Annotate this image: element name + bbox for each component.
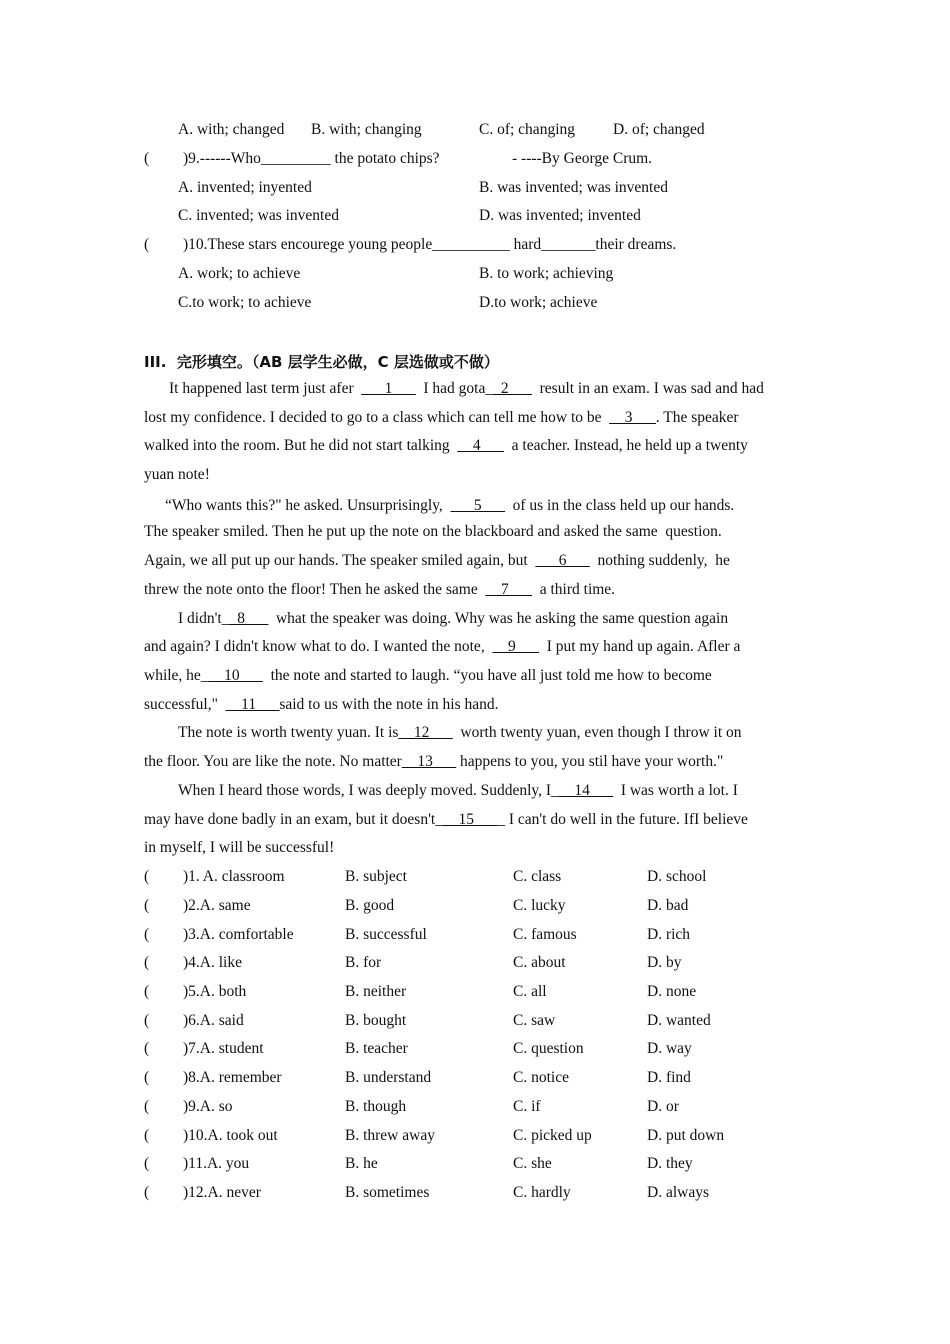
passage-text: of us in the class held up our hands.	[504, 497, 735, 514]
passage-blank: _2___	[493, 380, 532, 397]
passage-line	[144, 810, 748, 830]
q9-text: the potato chips?	[330, 150, 440, 167]
passage-text: result in an exam. I was sad and had	[531, 380, 764, 397]
passage-text: yuan note!	[144, 466, 210, 483]
option-b: B. sometimes	[345, 1184, 430, 1201]
option-d: D. rich	[647, 926, 691, 943]
passage-line	[178, 723, 742, 743]
option-b: B. good	[345, 897, 395, 914]
passage-text: _ I can't do well in the future. IfI believe	[497, 811, 748, 828]
option-b: B. successful	[345, 926, 427, 943]
passage-blank: __13___	[401, 753, 457, 770]
option-d: D. wanted	[647, 1012, 711, 1029]
passage-text: walked into the room. But he did not start talking	[144, 437, 458, 454]
passage-blank: __15___	[442, 811, 498, 828]
answer-paren: (	[144, 926, 150, 943]
passage-text: in myself, I will be successful!	[144, 839, 335, 856]
section-heading: III. 完形填空。（AB 层学生必做，C 层选做或不做）	[144, 353, 499, 371]
passage-text: may have done badly in an exam, but it doesn't_	[144, 811, 443, 828]
passage-blank: __9___	[492, 638, 539, 655]
option-a: )3.A. comfortable	[183, 926, 294, 943]
q8-option-b: B. with; changing	[311, 121, 422, 138]
passage-text: . The speaker	[655, 409, 739, 426]
option-b: B. for	[345, 954, 382, 971]
option-d: D. school	[647, 868, 707, 885]
q9-option-d: D. was invented; invented	[479, 207, 641, 224]
passage-text: said to us with the note in his hand.	[279, 696, 499, 713]
option-b: B. understand	[345, 1069, 432, 1086]
passage-line	[144, 838, 334, 858]
passage-text: a third time.	[531, 581, 616, 598]
passage-text: the floor. You are like the note. No matter	[144, 753, 402, 770]
passage-text: The note is worth twenty yuan. It is	[178, 724, 399, 741]
q10-text: hard	[509, 236, 542, 253]
option-a: )7.A. student	[183, 1040, 264, 1057]
q10-blank: __________	[432, 236, 510, 253]
passage-text: I was worth a lot. I	[613, 782, 738, 799]
q9-stem	[183, 149, 440, 169]
option-a: )9.A. so	[183, 1098, 233, 1115]
passage-line	[144, 695, 498, 715]
passage-text: worth twenty yuan, even though I throw it on	[452, 724, 742, 741]
passage-line	[144, 408, 739, 428]
answer-paren: (	[144, 1098, 150, 1115]
answer-paren: (	[144, 868, 150, 885]
passage-text: I didn't_	[178, 610, 230, 627]
passage-line	[144, 580, 615, 600]
passage-text: what the speaker was doing. Why was he asking the same question again	[268, 610, 729, 627]
answer-paren: (	[144, 1012, 150, 1029]
option-d: D. none	[647, 983, 697, 1000]
option-a: )8.A. remember	[183, 1069, 282, 1086]
passage-text: The speaker smiled. Then he put up the note on the blackboard and asked the same question.	[144, 523, 722, 540]
passage-text: I put my hand up again. Afler a	[538, 638, 741, 655]
q8-option-c: C. of; changing	[479, 121, 575, 138]
answer-paren: (	[144, 1069, 150, 1086]
option-c: C. class	[513, 868, 562, 885]
passage-blank: __12___	[398, 724, 453, 741]
passage-line	[144, 551, 730, 571]
answer-paren: (	[144, 897, 150, 914]
passage-line	[144, 522, 722, 542]
passage-line	[144, 637, 740, 657]
answer-paren: (	[144, 236, 150, 253]
passage-blank: ___5___	[450, 497, 505, 514]
option-b: B. subject	[345, 868, 407, 885]
passage-text: happens to you, you stil have your worth."	[456, 753, 724, 770]
passage-blank: __7___	[485, 581, 532, 598]
passage-text: and again? I didn't know what to do. I wanted the note,	[144, 638, 493, 655]
passage-blank: _8___	[229, 610, 269, 627]
option-a: )12.A. never	[183, 1184, 261, 1201]
passage-line	[178, 781, 738, 801]
passage-text: the note and started to laugh. “you have all just told me how to become	[262, 667, 712, 684]
option-b: B. neither	[345, 983, 407, 1000]
passage-line	[144, 465, 210, 485]
option-c: C. saw	[513, 1012, 556, 1029]
passage-line	[144, 666, 712, 686]
passage-line	[144, 436, 748, 456]
passage-blank: __14___	[558, 782, 614, 799]
option-a: )1. A. classroom	[183, 868, 285, 885]
answer-paren: (	[144, 1040, 150, 1057]
passage-line	[178, 609, 728, 629]
passage-blank: __4___	[457, 437, 504, 454]
option-d: D. or	[647, 1098, 679, 1115]
passage-text: successful,"	[144, 696, 226, 713]
q10-number: )10.These stars encourege young people	[183, 236, 433, 253]
passage-blank: __11___	[225, 696, 280, 713]
option-c: C. if	[513, 1098, 541, 1115]
q9-option-b: B. was invented; was invented	[479, 179, 668, 196]
passage-text: It happened last term just afer	[169, 380, 362, 397]
q9-number: )9.------Who	[183, 150, 261, 167]
q10-option-a: A. work; to achieve	[178, 265, 301, 282]
passage-text: nothing suddenly, he	[589, 552, 730, 569]
option-c: C. all	[513, 983, 547, 1000]
answer-paren: (	[144, 150, 150, 167]
passage-line	[169, 379, 764, 399]
q8-option-a: A. with; changed	[178, 121, 285, 138]
option-d: D. they	[647, 1155, 693, 1172]
option-d: D. bad	[647, 897, 689, 914]
answer-paren: (	[144, 1127, 150, 1144]
option-a: )5.A. both	[183, 983, 247, 1000]
q9-answer-credit: - ----By George Crum.	[512, 150, 653, 167]
q10-text: their dreams.	[595, 236, 677, 253]
passage-text: threw the note onto the floor! Then he asked the same	[144, 581, 486, 598]
answer-paren: (	[144, 1155, 150, 1172]
option-a: )4.A. like	[183, 954, 242, 971]
passage-line	[144, 752, 723, 772]
passage-text: When I heard those words, I was deeply moved. Suddenly, I_	[178, 782, 559, 799]
answer-paren: (	[144, 954, 150, 971]
q10-option-c: C.to work; to achieve	[178, 294, 312, 311]
option-c: C. about	[513, 954, 566, 971]
q8-option-d: D. of; changed	[613, 121, 705, 138]
option-c: C. notice	[513, 1069, 569, 1086]
option-c: C. famous	[513, 926, 577, 943]
option-d: D. find	[647, 1069, 691, 1086]
option-c: C. hardly	[513, 1184, 571, 1201]
option-b: B. he	[345, 1155, 378, 1172]
q10-option-d: D.to work; achieve	[479, 294, 598, 311]
q9-option-a: A. invented; inyented	[178, 179, 312, 196]
option-a: )6.A. said	[183, 1012, 244, 1029]
answer-paren: (	[144, 1184, 150, 1201]
option-c: C. she	[513, 1155, 552, 1172]
option-d: D. way	[647, 1040, 692, 1057]
option-c: C. question	[513, 1040, 584, 1057]
q10-option-b: B. to work; achieving	[479, 265, 614, 282]
passage-blank: __3___	[609, 409, 656, 426]
option-d: D. always	[647, 1184, 709, 1201]
option-a: )10.A. took out	[183, 1127, 278, 1144]
q9-option-c: C. invented; was invented	[178, 207, 339, 224]
passage-text: a teacher. Instead, he held up a twenty	[503, 437, 748, 454]
option-b: B. bought	[345, 1012, 407, 1029]
q10-blank: _______	[541, 236, 596, 253]
option-b: B. threw away	[345, 1127, 435, 1144]
passage-text: Again, we all put up our hands. The speaker smiled again, but	[144, 552, 536, 569]
passage-blank: __10___	[208, 667, 263, 684]
option-b: B. though	[345, 1098, 407, 1115]
option-d: D. put down	[647, 1127, 725, 1144]
q9-blank: _________	[260, 150, 331, 167]
passage-blank: ___1___	[361, 380, 416, 397]
option-a: )2.A. same	[183, 897, 251, 914]
option-a: )11.A. you	[183, 1155, 250, 1172]
passage-text: I had gota_	[415, 380, 494, 397]
passage-text: lost my confidence. I decided to go to a class which can tell me how to be	[144, 409, 610, 426]
option-c: C. picked up	[513, 1127, 592, 1144]
answer-paren: (	[144, 983, 150, 1000]
option-d: D. by	[647, 954, 682, 971]
passage-text: while, he_	[144, 667, 209, 684]
q10-stem	[183, 235, 676, 255]
option-c: C. lucky	[513, 897, 566, 914]
passage-blank: ___6___	[535, 552, 590, 569]
option-b: B. teacher	[345, 1040, 408, 1057]
passage-text: “Who wants this?" he asked. Unsurprisingly,	[165, 497, 451, 514]
passage-line	[165, 496, 734, 516]
